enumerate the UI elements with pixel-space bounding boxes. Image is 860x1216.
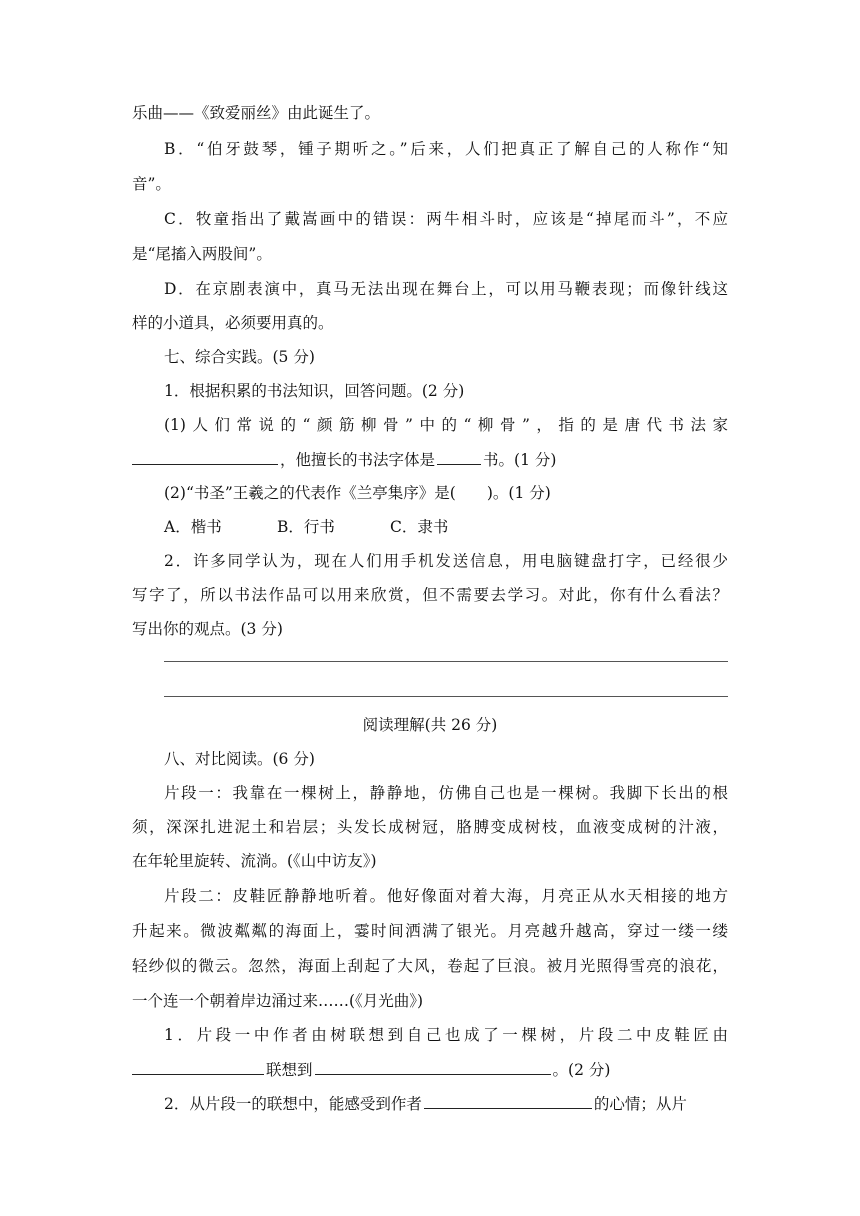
answer-line[interactable] — [164, 661, 728, 662]
option-b-line: B．“伯牙鼓琴，锺子期听之。”后来，人们把真正了解自己的人称作“知 — [164, 140, 728, 158]
option-c[interactable]: C．隶书 — [390, 518, 449, 536]
question-8-1-text: 1．片段一中作者由树联想到自己也成了一棵树，片段二中皮鞋匠由 — [164, 1026, 728, 1044]
question-1-2-text: (2)“书圣”王羲之的代表作《兰亭集序》是( )。(1 分) — [164, 484, 551, 502]
text-fragment: 书。(1 分) — [483, 451, 557, 469]
text-line: 乐曲——《致爱丽丝》由此诞生了。 — [132, 104, 381, 122]
text-fragment: 2．从片段一的联想中，能感受到作者 — [164, 1095, 422, 1113]
question-8-1-continued — [132, 1058, 728, 1081]
question-1-prompt: 1．根据积累的书法知识，回答问题。(2 分) — [164, 382, 465, 400]
question-1-1-text: (1)人们常说的“颜筋柳骨”中的“柳骨”，指的是唐代书法家 — [164, 416, 728, 434]
passage-one-line: 在年轮里旋转、流淌。(《山中访友》) — [132, 852, 377, 870]
answer-line[interactable] — [164, 696, 728, 697]
text-line: 音”。 — [132, 175, 171, 193]
answer-blank[interactable] — [424, 1092, 592, 1109]
passage-two-line: 升起来。微波粼粼的海面上，霎时间洒满了银光。月亮越升越高，穿过一缕一缕 — [132, 922, 728, 940]
answer-blank[interactable] — [437, 448, 481, 465]
passage-two-line: 一个连一个朝着岸边涌过来……(《月光曲》) — [132, 992, 424, 1010]
text-line: 写字了，所以书法作品可以用来欣赏，但不需要去学习。对此，你有什么看法？ — [132, 586, 728, 604]
option-c-line: C．牧童指出了戴嵩画中的错误：两牛相斗时，应该是“掉尾而斗”，不应 — [164, 210, 728, 228]
section-title: 阅读理解(共 26 分) — [362, 716, 498, 734]
answer-blank[interactable] — [132, 1058, 264, 1075]
text-fragment: 。(2 分) — [552, 1061, 611, 1079]
question-1-2-options — [164, 516, 728, 538]
text-fragment: 的心情；从片 — [593, 1095, 687, 1113]
question-8-2-text — [164, 1092, 728, 1115]
text-fragment: ，他擅长的书法字体是 — [280, 451, 436, 469]
text-fragment: 联想到 — [266, 1061, 313, 1079]
text-line: 写出你的观点。(3 分) — [132, 620, 283, 638]
answer-blank[interactable] — [132, 448, 278, 465]
passage-two-line: 片段二：皮鞋匠静静地听着。他好像面对着大海，月亮正从水天相接的地方 — [164, 887, 728, 905]
option-d-line: D．在京剧表演中，真马无法出现在舞台上，可以用马鞭表现；而像针线这 — [164, 280, 728, 298]
option-a[interactable]: A．楷书 — [164, 518, 222, 536]
section-eight-heading: 八、对比阅读。(6 分) — [164, 750, 315, 768]
text-line: 样的小道具，必须要用真的。 — [132, 314, 334, 332]
question-1-1-continued — [132, 448, 728, 471]
answer-blank[interactable] — [315, 1058, 551, 1075]
passage-one-line: 片段一：我靠在一棵树上，静静地，仿佛自己也是一棵树。我脚下长出的根 — [164, 784, 728, 802]
section-seven-heading: 七、综合实践。(5 分) — [164, 348, 315, 366]
option-b[interactable]: B．行书 — [277, 518, 335, 536]
question-2-prompt: 2．许多同学认为，现在人们用手机发送信息，用电脑键盘打字，已经很少 — [164, 552, 728, 570]
text-line: 是“尾搐入两股间”。 — [132, 245, 272, 263]
passage-one-line: 须，深深扎进泥土和岩层；头发长成树冠，胳膊变成树枝，血液变成树的汁液， — [132, 818, 728, 836]
passage-two-line: 轻纱似的微云。忽然，海面上刮起了大风，卷起了巨浪。被月光照得雪亮的浪花， — [132, 957, 728, 975]
